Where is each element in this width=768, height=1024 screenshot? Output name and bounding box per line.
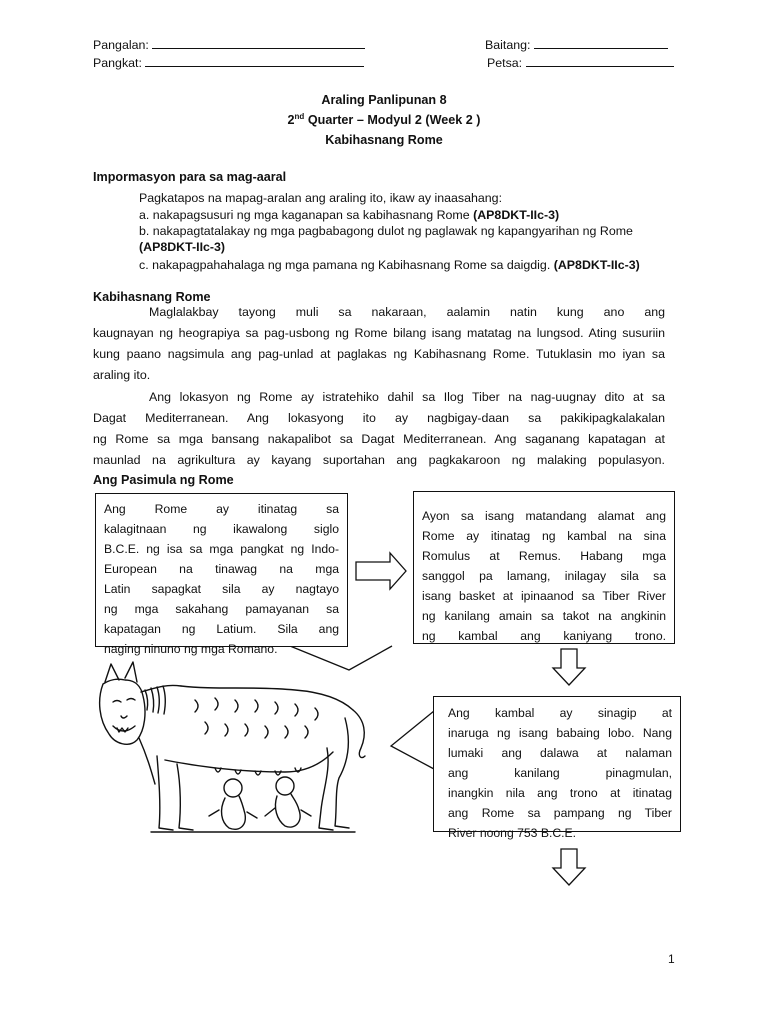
box-line: kapatagan ng Latium. Sila ang: [104, 622, 339, 636]
paragraph-line: maunlad na agrikultura ay kayang suportahan ang pagkakaroon ng malaking populasyon.: [93, 453, 665, 467]
paragraph-line: Maglalakbay tayong muli sa nakaraan, aalamin natin kung ano ang: [149, 305, 665, 319]
box-line: Ang Rome ay itinatag sa: [104, 502, 339, 516]
paragraph-line: kaugnayan ng heograpiya sa pag-usbong ng Rome bilang isang matatag na lungsod. Ating susuriin: [93, 326, 665, 340]
quarter-module-text: Quarter – Modyul 2 (Week 2 ): [304, 113, 481, 128]
info-box-twins: [433, 696, 681, 840]
paragraph-line: Ang lokasyon ng Rome ay istratehiko dahil sa Ilog Tiber na nag-uugnay dito at sa: [149, 390, 665, 404]
quarter-ordinal: nd: [294, 112, 305, 121]
objective-b-text: b. nakapagtatalakay ng mga pagbabagong dulot ng paglawak ng kapangyarihan ng Rome: [139, 224, 633, 238]
paragraph-line: ng Rome sa mga bansang nakapalibot sa Dagat Mediterranean. Ang saganang kapatagan at: [93, 432, 665, 446]
box-line: Ang kambal ay sinagip at: [448, 706, 672, 720]
box-line: kalagitnaan ng ikawalong siglo: [104, 522, 339, 536]
box-line: isang basket at ipinaanod sa Tiber River: [422, 589, 666, 603]
box-line: Rome ay itinatag ng kambal na sina: [422, 529, 666, 543]
box-line: ng mga sakahang pamayanan sa: [104, 602, 339, 616]
box-line: sanggol pa lamang, inilagay sila sa: [422, 569, 666, 583]
box-line: ng kanilang amain sa takot na angkinin: [422, 609, 666, 623]
box-line: inaruga ng isang babaing lobo. Nang: [448, 726, 672, 740]
paragraph-line: araling ito.: [93, 368, 151, 382]
kabihasnang-rome-heading: Kabihasnang Rome: [93, 290, 211, 304]
box-line: ang kanilang pinagmulan,: [448, 766, 672, 780]
box-line: River noong 753 B.C.E.: [448, 826, 577, 840]
baitang-label: Baitang:: [485, 38, 531, 52]
paragraph-line: kung paano nagsimula ang pag-unlad at paglakas ng Kabihasnang Rome. Tutuklasin mo iyan sa: [93, 347, 665, 361]
pasimula-heading: Ang Pasimula ng Rome: [93, 473, 234, 487]
objective-a-code: (AP8DKT-IIc-3): [473, 208, 560, 222]
paragraph-line: Dagat Mediterranean. Ang lokasyong ito ay nagbigay-daan sa pakikipagkalakalan: [93, 411, 665, 425]
box-line: B.C.E. ng isa sa mga pangkat ng Indo-: [104, 542, 339, 556]
page-number: 1: [668, 952, 675, 966]
pangkat-label: Pangkat:: [93, 56, 142, 70]
quarter-number: 2: [287, 113, 295, 128]
objective-b-code: (AP8DKT-IIc-3): [139, 240, 226, 254]
objectives-intro: Pagkatapos na mapag-aralan ang araling ito, ikaw ay inaasahang:: [139, 191, 503, 205]
objective-a-text: a. nakapagsusuri ng mga kaganapan sa kabihasnang Rome: [139, 208, 474, 222]
box-line: ng kambal ang kaniyang trono.: [422, 629, 666, 643]
box-line: Latin sapagkat sila ay nagtayo: [104, 582, 339, 596]
objective-c-text: c. nakapagpahahalaga ng mga pamana ng Kabihasnang Rome sa daigdig.: [139, 258, 554, 272]
subject-title: Araling Panlipunan 8: [321, 93, 447, 107]
box-line: European na tinawag na mga: [104, 562, 339, 576]
petsa-label: Petsa:: [487, 56, 523, 70]
objective-c-code: (AP8DKT-IIc-3): [553, 258, 640, 272]
box-line: ang Rome sa pampang ng Tiber: [448, 806, 672, 820]
box-line: Romulus at Remus. Habang mga: [422, 549, 666, 563]
box-line: inangkin nila ang trono at itinatag: [448, 786, 672, 800]
capitoline-wolf-illustration: [95, 660, 395, 840]
box-line: lumaki ang dalawa at nalaman: [448, 746, 672, 760]
box-line: naging ninuno ng mga Romano.: [104, 642, 278, 656]
box-line: Ayon sa isang matandang alamat ang: [422, 509, 666, 523]
pangalan-label: Pangalan:: [93, 38, 149, 52]
lesson-title: Kabihasnang Rome: [325, 133, 443, 147]
impormasyon-heading: Impormasyon para sa mag-aaral: [93, 170, 287, 184]
